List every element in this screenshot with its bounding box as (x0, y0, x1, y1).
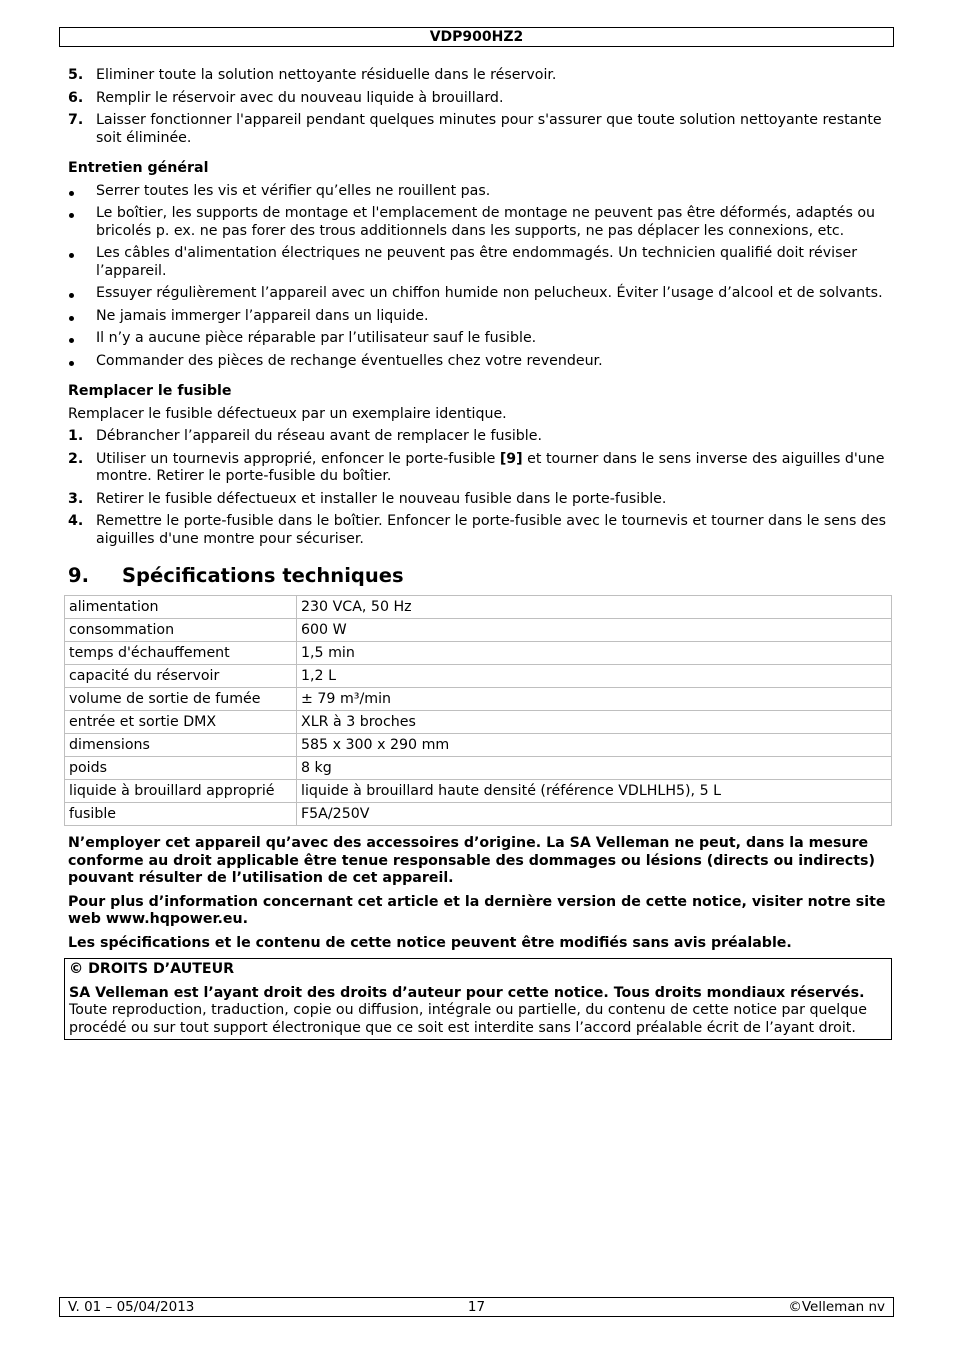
bullet-icon (69, 253, 74, 258)
step-number: 5. (68, 67, 84, 83)
table-row (65, 665, 892, 688)
spec-value: liquide à brouillard haute densité (référence VDLHLH5), 5 L (297, 780, 892, 803)
fuse-intro: Remplacer le fusible défectueux par un exemplaire identique. (68, 405, 507, 422)
list-item (68, 513, 890, 548)
spec-value: 585 x 300 x 290 mm (297, 734, 892, 757)
company-name: ©Velleman nv (788, 1299, 885, 1315)
spec-label: liquide à brouillard approprié (65, 780, 297, 803)
copyright-statement: SA Velleman est l’ayant droit des droits d’auteur pour cette notice. Tous droits mondiaux réservés. (69, 984, 865, 1001)
step-text: Retirer le fusible défectueux et installer le nouveau fusible dans le porte-fusible. (96, 490, 667, 507)
table-row (65, 688, 892, 711)
spec-value: 600 W (297, 619, 892, 642)
table-row (65, 803, 892, 826)
section-heading (68, 564, 890, 588)
step-number: 6. (68, 89, 84, 106)
fuse-heading: Remplacer le fusible (68, 383, 232, 399)
bullet-icon (69, 191, 74, 196)
copyright-box (64, 958, 892, 1040)
step-text: Remplir le réservoir avec du nouveau liquide à brouillard. (96, 89, 504, 106)
copyright-text: Toute reproduction, traduction, copie ou diffusion, intégrale ou partielle, du contenu de cette notice par quelque procédé ou sur tout support électronique que ce soit est interdite sans l’accord préalable écrit de l’ayant droit. (69, 1002, 867, 1036)
page-number: 17 (467, 1299, 486, 1315)
spec-label: consommation (65, 619, 297, 642)
bullet-icon (69, 338, 74, 343)
spec-label: fusible (65, 803, 297, 826)
step-text: Utiliser un tournevis approprié, enfoncer le porte-fusible (96, 450, 500, 467)
table-row (65, 596, 892, 619)
spec-value: F5A/250V (297, 803, 892, 826)
page-footer (59, 1297, 894, 1317)
spec-label: dimensions (65, 734, 297, 757)
step-text: Remettre le porte-fusible dans le boîtier. Enfoncer le porte-fusible avec le tournevis et tourner dans le sens des aiguilles d'une montre pour sécuriser. (96, 513, 886, 547)
list-item (68, 451, 890, 486)
step-number: 3. (68, 490, 84, 507)
spec-label: poids (65, 757, 297, 780)
table-row (65, 711, 892, 734)
bullet-icon (69, 361, 74, 366)
list-item (68, 285, 890, 303)
item-text: Serrer toutes les vis et vérifier qu’elles ne rouillent pas. (96, 182, 491, 199)
list-item (68, 90, 890, 108)
spec-value: 230 VCA, 50 Hz (297, 596, 892, 619)
list-item (68, 67, 890, 85)
figure-reference: [9] (499, 450, 523, 467)
item-text: Les câbles d'alimentation électriques ne peuvent pas être endommagés. Un technicien qualifié doit réviser l’appareil. (96, 245, 858, 279)
accessories-notice: N’employer cet appareil qu’avec des accessoires d’origine. La SA Velleman ne peut, dans la mesure conforme au droit applicable être tenue responsable des dommages ou lésions (directs ou indirects) pouvant résulter de l’utilisation de cet appareil. (68, 835, 875, 886)
list-item (68, 112, 890, 147)
version-date: V. 01 – 05/04/2013 (68, 1299, 195, 1315)
table-row (65, 757, 892, 780)
spec-value: 8 kg (297, 757, 892, 780)
bullet-icon (69, 293, 74, 298)
table-row (65, 642, 892, 665)
copyright-title: © DROITS D’AUTEUR (69, 961, 235, 977)
spec-value: 1,2 L (297, 665, 892, 688)
step-text: Eliminer toute la solution nettoyante résiduelle dans le réservoir. (96, 67, 557, 83)
list-item (68, 308, 890, 326)
list-item (68, 491, 890, 509)
page-header (59, 27, 894, 47)
item-text: Il n’y a aucune pièce réparable par l’utilisateur sauf le fusible. (96, 330, 537, 346)
cleaning-steps-list (68, 67, 890, 147)
table-row (65, 619, 892, 642)
table-row (65, 734, 892, 757)
spec-value: XLR à 3 broches (297, 711, 892, 734)
list-item (68, 353, 890, 371)
list-item (68, 205, 890, 240)
step-number: 4. (68, 513, 84, 529)
section-number: 9. (68, 564, 89, 587)
step-number: 7. (68, 112, 84, 128)
model-title: VDP900HZ2 (429, 29, 524, 45)
item-text: Ne jamais immerger l’appareil dans un liquide. (96, 307, 429, 324)
list-item (68, 330, 890, 348)
specifications-notice: Les spécifications et le contenu de cette notice peuvent être modifiés sans avis préalable. (68, 934, 792, 951)
step-number: 2. (68, 450, 84, 467)
step-text: Laisser fonctionner l'appareil pendant quelques minutes pour s'assurer que toute solution nettoyante restante soit éliminée. (96, 112, 882, 146)
general-maintenance-list (68, 183, 890, 371)
item-text: Commander des pièces de rechange éventuelles chez votre revendeur. (96, 352, 603, 369)
list-item (68, 245, 890, 280)
spec-label: temps d'échauffement (65, 642, 297, 665)
legal-notes (68, 835, 890, 952)
table-row (65, 780, 892, 803)
step-number: 1. (68, 428, 84, 444)
fuse-steps-list (68, 428, 890, 548)
spec-label: volume de sortie de fumée (65, 688, 297, 711)
bullet-icon (69, 213, 74, 218)
spec-label: alimentation (65, 596, 297, 619)
spec-value: ± 79 m³/min (297, 688, 892, 711)
general-maintenance-heading: Entretien général (68, 160, 209, 176)
page-content (68, 67, 890, 1040)
list-item (68, 183, 890, 201)
specifications-table (64, 595, 892, 826)
spec-label: capacité du réservoir (65, 665, 297, 688)
step-text: Débrancher l’appareil du réseau avant de remplacer le fusible. (96, 428, 542, 444)
spec-value: 1,5 min (297, 642, 892, 665)
step-text-continued: et tourner dans le sens inverse des aiguilles d'une montre. Retirer le porte-fusible du boîtier. (96, 450, 885, 484)
section-title: Spécifications techniques (122, 564, 404, 587)
list-item (68, 428, 890, 446)
bullet-icon (69, 316, 74, 321)
website-notice: Pour plus d’information concernant cet article et la dernière version de cette notice, visiter notre site web www.hqpower.eu. (68, 893, 886, 927)
spec-label: entrée et sortie DMX (65, 711, 297, 734)
item-text: Essuyer régulièrement l’appareil avec un chiffon humide non pelucheux. Éviter l’usage d’alcool et de solvants. (96, 285, 883, 301)
item-text: Le boîtier, les supports de montage et l'emplacement de montage ne peuvent pas être déformés, adaptés ou bricolés p. ex. ne pas forer des trous additionnels dans les supports, ne pas déplacer les connexions, etc. (96, 205, 876, 239)
